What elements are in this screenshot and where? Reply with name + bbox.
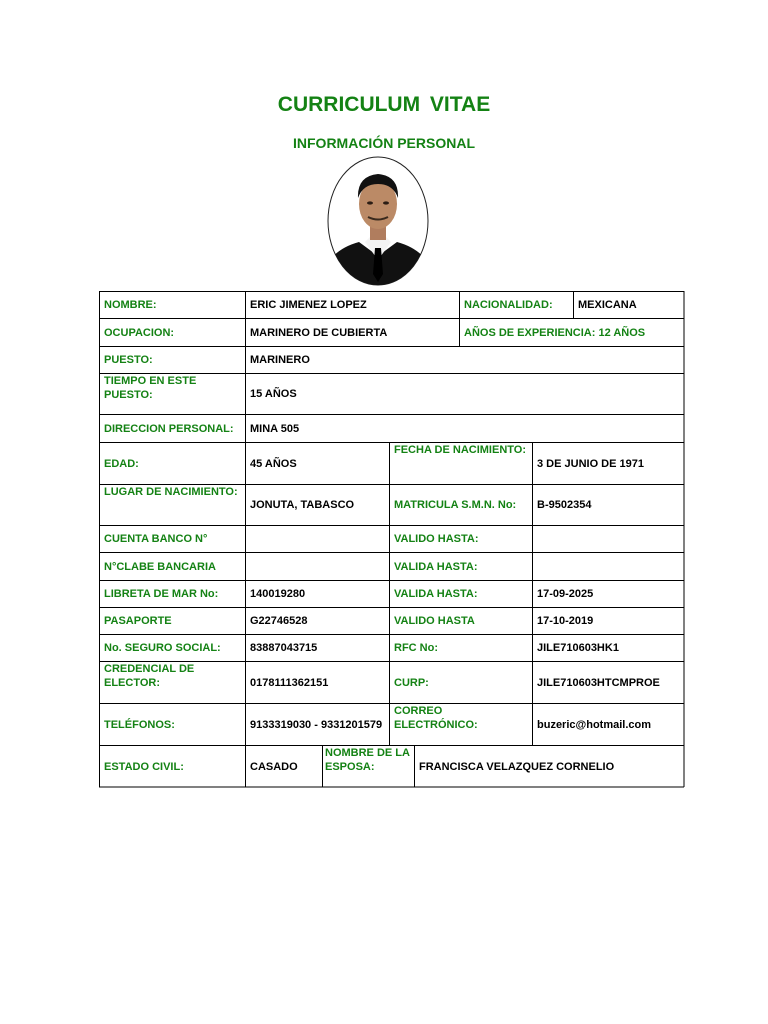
value-cuenta-banco (245, 525, 389, 552)
value-cuenta-valido (532, 525, 684, 552)
label-cuenta-valido: VALIDO HASTA: (389, 525, 532, 552)
label-curp: CURP: (389, 661, 532, 703)
label-direccion: DIRECCION PERSONAL: (99, 414, 245, 442)
value-rfc: JILE710603HK1 (532, 634, 684, 661)
value-telefonos: 9133319030 - 9331201579 (245, 703, 389, 745)
value-libreta-valida: 17-09-2025 (532, 580, 684, 607)
value-curp: JILE710603HTCMPROE (532, 661, 684, 703)
label-libreta-valida: VALIDA HASTA: (389, 580, 532, 607)
value-direccion: MINA 505 (245, 414, 684, 442)
label-clabe: N°CLABE BANCARIA (99, 552, 245, 580)
value-credencial-elector: 0178111362151 (245, 661, 389, 703)
label-seguro-social: No. SEGURO SOCIAL: (99, 634, 245, 661)
value-lugar-nacimiento: JONUTA, TABASCO (245, 484, 389, 525)
value-estado-civil: CASADO (245, 745, 322, 787)
value-matricula: B-9502354 (532, 484, 684, 525)
value-nombre-esposa: FRANCISCA VELAZQUEZ CORNELIO (414, 745, 684, 787)
label-correo: CORREO ELECTRÓNICO: (389, 703, 532, 745)
value-seguro-social: 83887043715 (245, 634, 389, 661)
label-telefonos: TELÉFONOS: (99, 703, 245, 745)
value-clabe (245, 552, 389, 580)
label-libreta: LIBRETA DE MAR No: (99, 580, 245, 607)
label-anos-experiencia: AÑOS DE EXPERIENCIA: 12 AÑOS (459, 318, 684, 346)
value-nombre: ERIC JIMENEZ LOPEZ (245, 291, 459, 318)
value-ocupacion: MARINERO DE CUBIERTA (245, 318, 459, 346)
label-nombre-esposa: NOMBRE DE LA ESPOSA: (322, 745, 414, 787)
value-pasaporte-valido: 17-10-2019 (532, 607, 684, 634)
label-edad: EDAD: (99, 442, 245, 484)
label-matricula: MATRICULA S.M.N. No: (389, 484, 532, 525)
label-fecha-nacimiento: FECHA DE NACIMIENTO: (389, 442, 532, 484)
label-credencial-elector: CREDENCIAL DE ELECTOR: (99, 661, 245, 703)
value-puesto: MARINERO (245, 346, 684, 373)
value-nacionalidad: MEXICANA (573, 291, 684, 318)
value-libreta: 140019280 (245, 580, 389, 607)
label-nombre: NOMBRE: (99, 291, 245, 318)
label-pasaporte: PASAPORTE (99, 607, 245, 634)
page-title: CURRICULUM VITAE (277, 93, 491, 116)
label-puesto: PUESTO: (99, 346, 245, 373)
label-pasaporte-valido: VALIDO HASTA (389, 607, 532, 634)
label-tiempo-puesto: TIEMPO EN ESTE PUESTO: (99, 373, 245, 414)
value-fecha-nacimiento: 3 DE JUNIO DE 1971 (532, 442, 684, 484)
section-title: INFORMACIÓN PERSONAL (293, 135, 475, 151)
label-nacionalidad: NACIONALIDAD: (459, 291, 573, 318)
label-cuenta-banco: CUENTA BANCO N° (99, 525, 245, 552)
value-clabe-valida (532, 552, 684, 580)
label-ocupacion: OCUPACION: (99, 318, 245, 346)
value-pasaporte: G22746528 (245, 607, 389, 634)
label-lugar-nacimiento: LUGAR DE NACIMIENTO: (99, 484, 245, 525)
label-estado-civil: ESTADO CIVIL: (99, 745, 245, 787)
value-correo: buzeric@hotmail.com (532, 703, 684, 745)
value-edad: 45 AÑOS (245, 442, 389, 484)
label-rfc: RFC No: (389, 634, 532, 661)
label-clabe-valida: VALIDA HASTA: (389, 552, 532, 580)
value-tiempo-puesto: 15 AÑOS (245, 373, 684, 414)
